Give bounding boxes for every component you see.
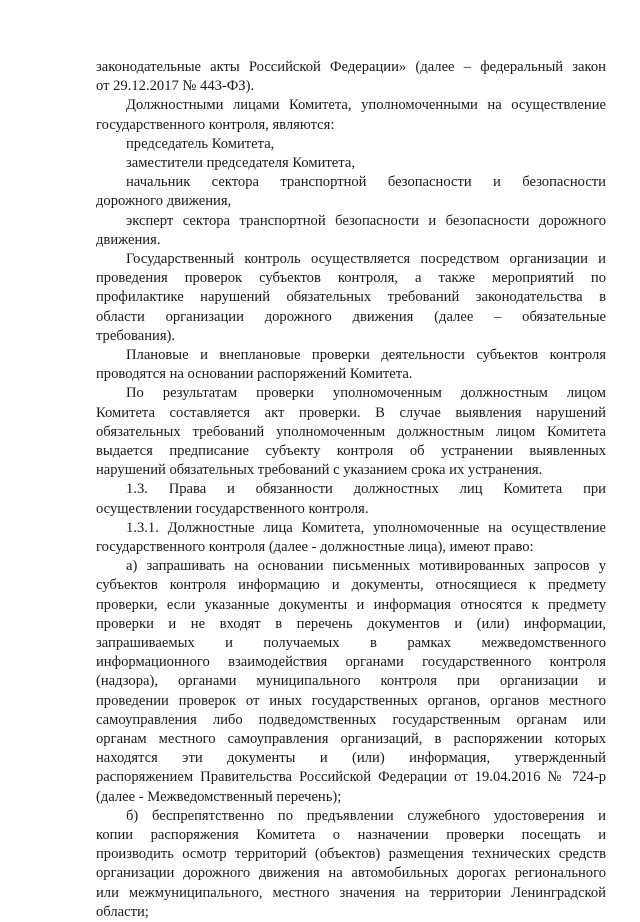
text-line: обязательных требований уполномоченным должностным лицом Комитета xyxy=(96,423,606,440)
text-line: Государственный контроль осуществляется посредством организации и xyxy=(126,251,606,267)
text-line: проводятся на основании распоряжений Комитета. xyxy=(96,366,413,383)
text-line: По результатам проверки уполномоченным должностным лицом xyxy=(126,385,606,402)
text-line: производить осмотр территорий (объектов) размещения технических средств xyxy=(96,846,606,863)
text-line: или межмуниципального, местного значения на территории Ленинградской xyxy=(96,884,606,901)
text-line: находятся эти документы и (или) информация, утвержденный xyxy=(96,750,606,767)
text-line: заместители председателя Комитета, xyxy=(126,155,355,171)
text-line: проверки, если указанные документы и информация относятся к предмету xyxy=(96,596,606,613)
text-line: нарушений обязательных требований с указанием срока их устранения. xyxy=(96,462,543,479)
text-line: законодательные акты Российской Федерации» (далее – федеральный закон xyxy=(96,59,606,75)
text-line: распоряжением Правительства Российской Федерации от 19.04.2016 № 724-р xyxy=(96,769,606,786)
text-line: требования). xyxy=(96,327,176,344)
text-line: органам местного самоуправления организаций, в распоряжении которых xyxy=(96,731,606,747)
text-line: а) запрашивать на основании письменных мотивированных запросов у xyxy=(126,558,606,575)
text-line: движения. xyxy=(96,231,161,248)
text-line: государственного контроля, являются: xyxy=(96,116,335,133)
text-line: запрашиваемых и получаемых в рамках межведомственного xyxy=(96,635,606,651)
text-line: профилактике нарушений обязательных требований законодательства в xyxy=(96,289,606,306)
text-line: организации дорожного движения на автомобильных дорогах регионального xyxy=(96,865,606,882)
text-line: проведении проверок от иных государственных органов, органов местного xyxy=(96,692,606,709)
text-line: Комитета составляется акт проверки. В случае выявления нарушений xyxy=(96,404,606,421)
text-line: выдается предписание субъекту контроля об устранении выявленных xyxy=(96,443,606,459)
text-line: эксперт сектора транспортной безопасности и безопасности дорожного xyxy=(126,212,606,229)
text-line: начальник сектора транспортной безопасности и безопасности xyxy=(126,174,606,191)
text-line: 1.3.1. Должностные лица Комитета, уполномоченные на осуществление xyxy=(126,519,606,536)
text-line: 1.3. Права и обязанности должностных лиц Комитета при xyxy=(126,481,606,498)
text-line: области; xyxy=(96,903,149,920)
text-line: председатель Комитета, xyxy=(126,135,275,152)
text-line: области организации дорожного движения (далее – обязательные xyxy=(96,308,606,325)
text-line: самоуправления либо подведомственных государственным органам или xyxy=(96,711,606,728)
text-line: субъектов контроля информацию и документы, относящиеся к предмету xyxy=(96,577,606,594)
text-line: государственного контроля (далее - должностные лица), имеют право: xyxy=(96,539,534,555)
text-line: проведения проверок субъектов контроля, а также мероприятий по xyxy=(96,270,606,287)
text-line: проверки и не входят в перечень документов и (или) информации, xyxy=(96,615,606,632)
text-line: б) беспрепятственно по предъявлении служебного удостоверения и xyxy=(126,807,606,824)
text-line: Плановые и внеплановые проверки деятельности субъектов контроля xyxy=(126,347,606,363)
text-line: (далее - Межведомственный перечень); xyxy=(96,788,342,805)
text-line: Должностными лицами Комитета, уполномоченными на осуществление xyxy=(126,97,606,114)
text-line: копии распоряжения Комитета о назначении проверки посещать и xyxy=(96,827,606,843)
text-line: осуществлении государственного контроля. xyxy=(96,500,369,517)
text-line: от 29.12.2017 № 443-ФЗ). xyxy=(96,78,255,95)
text-line: (надзора), органами муниципального контроля при организации и xyxy=(96,673,606,690)
text-line: информационного взаимодействия органами государственного контроля xyxy=(96,654,606,671)
text-line: дорожного движения, xyxy=(96,193,232,210)
